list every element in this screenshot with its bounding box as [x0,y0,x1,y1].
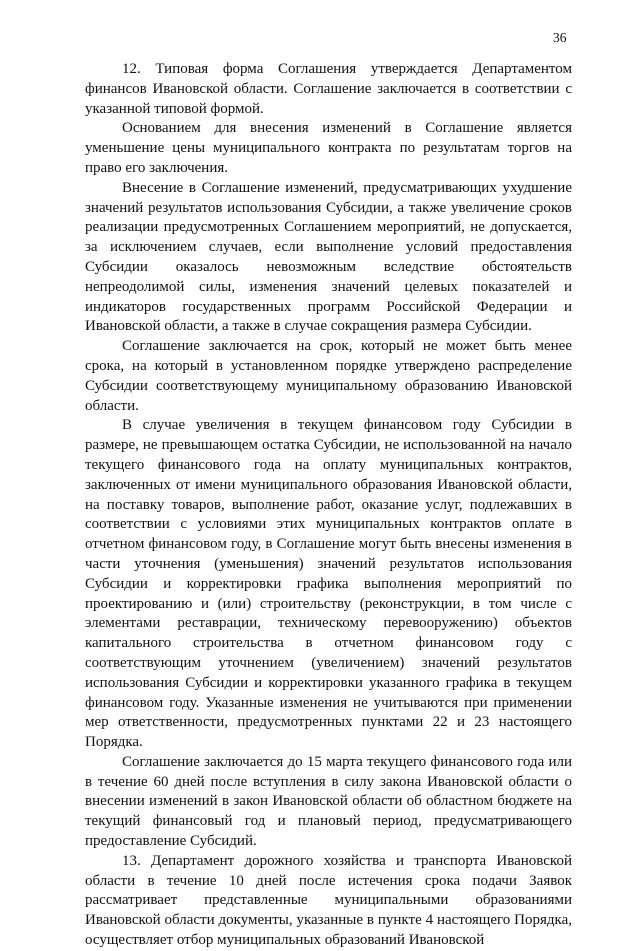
paragraph-grounds-for-changes: Основанием для внесения изменений в Соглашение является уменьшение цены муниципального контракта по результатам торгов на право его заключения. [85,120,572,176]
page-number: 36 [553,30,567,45]
paragraph-agreement-deadline: Соглашение заключается до 15 марта текущего финансового года или в течение 60 дней после вступления в силу закона Ивановской области о внесении изменений в закон Ивановской области об областном бюджете на текущий финансовый год и плановый период, предусматривающего предоставление Субсидий. [85,753,572,850]
document-body [85,60,572,951]
paragraph-subsidy-increase: В случае увеличения в текущем финансовом году Субсидии в размере, не превышающем остатка Субсидии, не использованной на начало текущего финансового года на оплату муниципальных контрактов, заключенных от имени муниципального образования Ивановской области, на поставку товаров, выполнение работ, оказание услуг, подлежавших в соответствии с условиями этих муниципальных контрактов оплате в отчетном финансовом году, в Соглашение могут быть внесены изменения в части уточнения (уменьшения) значений результатов использования Субсидии и корректировки графика выполнения мероприятий по проектированию и (или) строительству (реконструкции, в том числе с элементами реставрации, техническому перевооружению) объектов капитального строительства в отчетном финансовом году с соответствующим уточнением (увеличением) значений результатов использования Субсидии и корректировки указанного графика в текущем финансовом году. Указанные изменения не учитываются при применении мер ответственности, предусмотренных пунктами 22 и 23 настоящего Порядка. [85,417,572,751]
paragraph-agreement-term: Соглашение заключается на срок, который не может быть менее срока, на который в установленном порядке утверждено распределение Субсидии соответствующему муниципальному образованию Ивановской области. [85,338,572,414]
paragraph-13-department-review: 13. Департамент дорожного хозяйства и транспорта Ивановской области в течение 10 дней после истечения срока подачи Заявок рассматривает представленные муниципальными образованиями Ивановской области документы, указанные в пункте 4 настоящего Порядка, осуществляет отбор муниципальных образований Ивановской [85,852,572,949]
paragraph-12-standard-form: 12. Типовая форма Соглашения утверждается Департаментом финансов Ивановской области. Соглашение заключается в соответствии с указанной типовой формой. [85,61,572,117]
paragraph-prohibited-changes: Внесение в Соглашение изменений, предусматривающих ухудшение значений результатов использования Субсидии, а также увеличение сроков реализации предусмотренных Соглашением мероприятий, не допускается, за исключением случаев, если выполнение условий предоставления Субсидии оказалось невозможным вследствие обстоятельств непреодолимой силы, изменения значений целевых показателей и индикаторов государственных программ Российской Федерации и Ивановской области, а также в случае сокращения размера Субсидии. [85,179,572,335]
